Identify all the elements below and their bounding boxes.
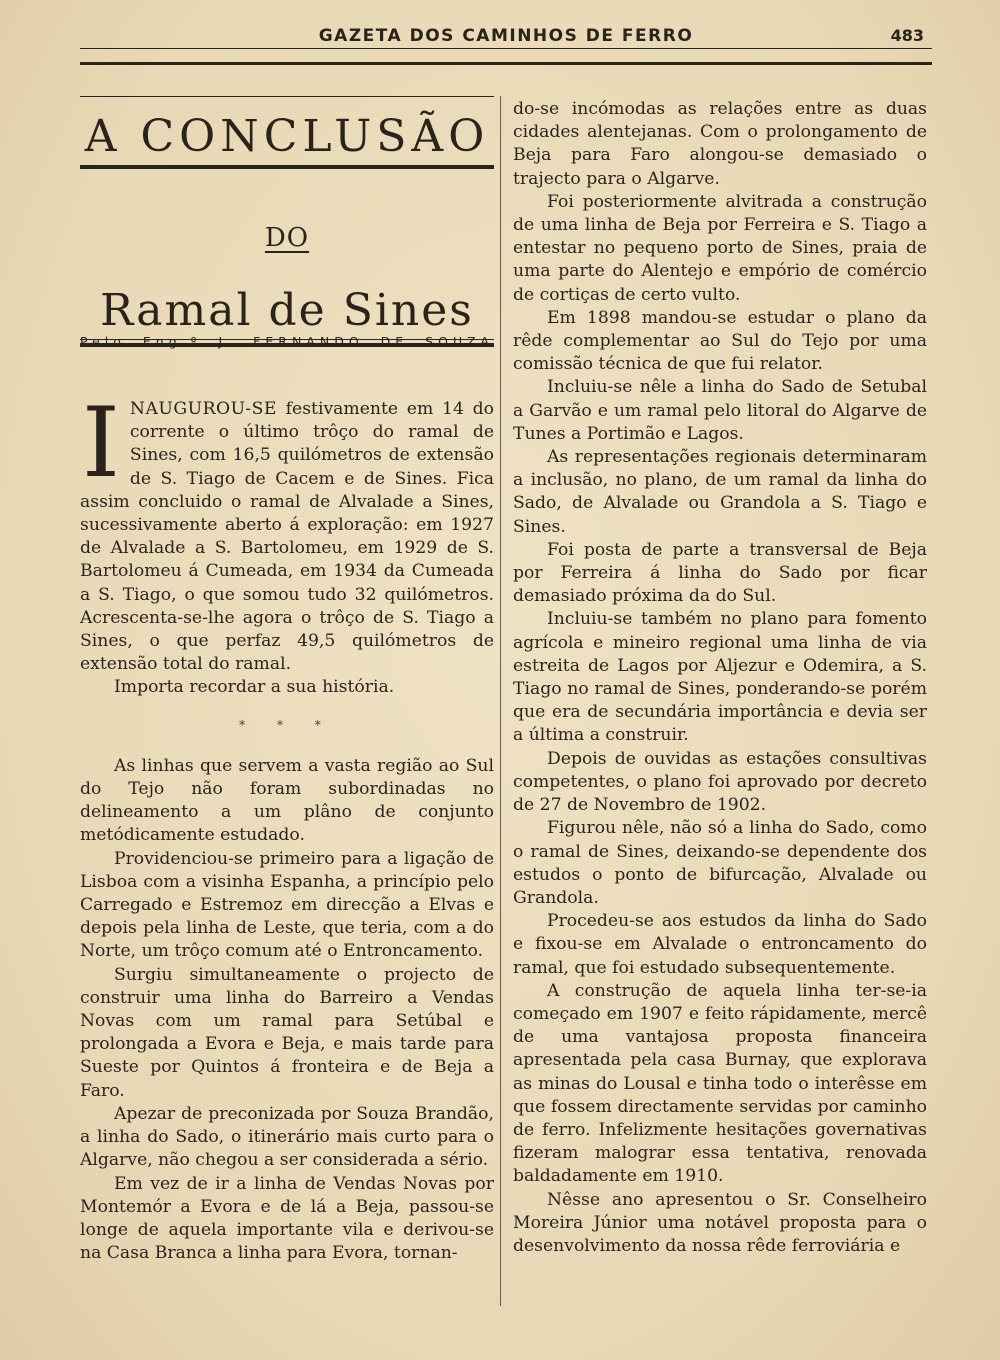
paragraph-continued: do-se incómodas as relações entre as duas cidades alentejanas. Com o prolongamento de Beja para Faro alongou-se demasiado o trajecto para o Algarve. (513, 99, 927, 189)
left-column (80, 387, 494, 1265)
title-line-2 (80, 223, 494, 253)
paragraph: Nêsse ano apresentou o Sr. Conselheiro Moreira Júnior uma notável proposta para o desenvolvimento da nossa rêde ferroviária e (513, 1189, 927, 1256)
page-number: 483 (890, 26, 924, 45)
header-rule-thick (80, 62, 932, 65)
paragraph: Surgiu simultaneamente o projecto de construir uma linha do Barreiro a Vendas Novas com um ramal para Setúbal e prolongada a Evora e Beja, e mais tarde para Sueste por Quintos á fronteira e de Beja a Faro. (80, 964, 494, 1101)
paragraph: Importa recordar a sua história. (114, 677, 395, 698)
paragraph: Em 1898 mandou-se estudar o plano da rêde complementar ao Sul do Tejo por uma comissão técnica de que fui relator. (513, 307, 927, 375)
paragraph: Incluiu-se também no plano para fomento agrícola e mineiro regional uma linha de via estreita de Lagos por Aljezur e Odemira, a S. Tiago no ramal de Sines, ponderando-se porém que era de secundária importância e devia ser a última a construir. (513, 609, 927, 746)
paragraph: Providenciou-se primeiro para a ligação de Lisboa com a visinha Espanha, a princípio pelo Carregado e Estremoz em direcção a Elvas e depois pela linha de Leste, que teria, com a do Norte, um trôço comum até o Entroncamento. (80, 848, 494, 962)
paragraph: Apezar de preconizada por Souza Brandão, a linha do Sado, o itinerário mais curto para o Algarve, não chegou a ser considerada a sério. (80, 1103, 494, 1171)
section-separator: * * * (239, 717, 335, 732)
column-divider (500, 96, 501, 1306)
paragraph: Procedeu-se aos estudos da linha do Sado e fixou-se em Alvalade o entroncamento do ramal, que foi estudado subsequentemente. (513, 911, 927, 978)
title-rule (80, 96, 494, 97)
paragraph: Depois de ouvidas as estações consultivas competentes, o plano foi aprovado por decreto de 27 de Novembro de 1902. (513, 748, 927, 816)
title-line-1: A CONCLUSÃO (84, 111, 490, 162)
paragraph: Foi posta de parte a transversal de Beja por Ferreira á linha do Sado por ficar demasiado próxima da do Sul. (513, 539, 927, 607)
article-title-block (80, 96, 494, 347)
paragraph: Incluiu-se nêle a linha do Sado de Setubal a Garvão e um ramal pelo litoral do Algarve de Tunes a Portimão e Lagos. (513, 377, 927, 444)
lead-text: festivamente em 14 do corrente o último trôço do ramal de Sines, com 16,5 quilómetros de extensão de S. Tiago de Cacem e de Sines. Fica assim concluido o ramal de Alvalade a Sines, sucessivamente aberto á exploração: em 1927 de Alvalade a S. Bartolomeu, em 1929 de S. Bartolomeu á Cumeada, em 1934 da Cumeada a S. Tiago, o que somou tudo 32 quilómetros. Acrescenta-se-lhe agora o trôço de S. Tiago a Sines, o que perfaz 49,5 quilómetros de extensão total do ramal. (80, 399, 494, 675)
lead-word: NAUGUROU-SE (129, 399, 277, 419)
header-rule (80, 48, 932, 49)
right-column (513, 98, 927, 1258)
byline: Pelo Eng.º J. FERNANDO DE SOUZA (80, 334, 494, 349)
title-line-3: Ramal de Sines (100, 285, 474, 336)
page-header (80, 22, 932, 50)
paragraph: Foi posteriormente alvitrada a construção de uma linha de Beja por Ferreira e S. Tiago a entestar no pequeno porto de Sines, praia de uma parte do Alentejo e empório de comércio de cortiças de certo vulto. (513, 191, 927, 305)
drop-cap: I (82, 387, 120, 499)
paragraph: Em vez de ir a linha de Vendas Novas por Montemór a Evora e de lá a Beja, passou-se longe de aquela importante vila e derivou-se na Casa Branca a linha para Evora, tornan- (80, 1173, 494, 1264)
paragraph: As representações regionais determinaram a inclusão, no plano, de um ramal da linha do Sado, de Alvalade ou Grandola a S. Tiago e Sines. (513, 447, 927, 537)
paragraph: Figurou nêle, não só a linha do Sado, como o ramal de Sines, deixando-se dependente dos estudos o ponto de bifurcação, Alvalade ou Grandola. (513, 818, 927, 908)
lead-paragraph (80, 387, 494, 676)
journal-title: GAZETA DOS CAMINHOS DE FERRO (318, 26, 694, 46)
paragraph: A construção de aquela linha ter-se-ia começado em 1907 e feito rápidamente, mercê de uma vantajosa proposta financeira apresentada pela casa Burnay, que explorava as minas do Lousal e tinha todo o interêsse em que fossem directamente servidas por caminho de ferro. Infelizmente hesitações governativas fizeram malograr essa tentativa, renovada baldadamente em 1910. (513, 980, 927, 1187)
title-line-2-text: DO (264, 223, 310, 253)
paragraph: As linhas que servem a vasta região ao Sul do Tejo não foram subordinadas no delineamento a um plâno de conjunto metódicamente estudado. (80, 755, 494, 846)
title-rule (80, 165, 494, 169)
